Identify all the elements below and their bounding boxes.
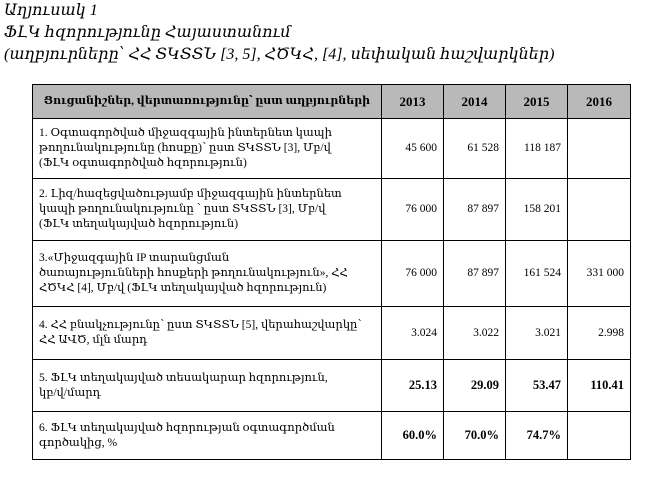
header-year-2015: 2015 — [506, 85, 568, 119]
row-label-line: 4. ՀՀ բնակչությունը՝ ըստ ՏԿՏՏՆ [5], վերահաշվարկը՝ — [39, 319, 362, 331]
cell-2016 — [568, 119, 631, 179]
table-caption — [4, 0, 656, 66]
row-label-line: (ՖԼԿ օգտագործված հզորություն) — [39, 157, 247, 169]
row-label-line: թողունակությունը (հոսքը)՝ ըստ ՏԿՏՏՆ [3], Մբ/վ — [39, 142, 331, 154]
row-label-line: 5. ՖԼԿ տեղակայված տեսակարար հզորություն, — [39, 371, 328, 384]
caption-line-2: ՖԼԿ հզորությունը Հայաստանում — [4, 24, 291, 41]
cell-2013: 25.13 — [382, 360, 444, 412]
cell-2013: 45 600 — [382, 119, 444, 179]
table-row — [33, 412, 631, 460]
row-label-line: (ՖԼԿ տեղակայված հզորություն) — [39, 218, 239, 230]
header-year-2014: 2014 — [444, 85, 506, 119]
row-label — [33, 241, 382, 307]
cell-2015: 53.47 — [506, 360, 568, 412]
row-label-line: ՀԾԿՀ [4], Մբ/վ (ՖԼԿ տեղակայված հզորություն) — [39, 282, 327, 294]
cell-2015: 118 187 — [506, 119, 568, 179]
cell-2016 — [568, 412, 631, 460]
row-label — [33, 179, 382, 241]
row-label-line: 3.«Միջազգային IP տարանցման — [39, 252, 230, 264]
header-year-2013: 2013 — [382, 85, 444, 119]
data-table — [32, 84, 631, 460]
table-header-row — [33, 85, 631, 119]
row-label-line: ՀՀ ԱՎԾ, մլն մարդ — [39, 334, 148, 346]
cell-2015: 3.021 — [506, 307, 568, 360]
row-label — [33, 360, 382, 412]
cell-2016: 331 000 — [568, 241, 631, 307]
cell-2014: 3.022 — [444, 307, 506, 360]
row-label — [33, 119, 382, 179]
row-label-line: 6. ՖԼԿ տեղակայված հզորության օգտագործման — [39, 421, 335, 434]
cell-2013: 60.0% — [382, 412, 444, 460]
table-row — [33, 241, 631, 307]
row-label-line: 1. Օգտագործված միջազգային ինտերնետ կապի — [39, 127, 332, 139]
cell-2015: 158 201 — [506, 179, 568, 241]
caption-line-3: (աղբյուրները՝ ՀՀ ՏԿՏՏՆ [3, 5], ՀԾԿՀ, [4], սեփական հաշվարկներ) — [4, 46, 555, 63]
cell-2013: 76 000 — [382, 241, 444, 307]
table-row — [33, 179, 631, 241]
table-row — [33, 360, 631, 412]
cell-2014: 70.0% — [444, 412, 506, 460]
row-label-line: կապի թողունակությունը ՝ ըստ ՏԿՏՏՆ [3], Մբ/վ — [39, 203, 326, 215]
table-row — [33, 307, 631, 360]
table-row — [33, 119, 631, 179]
cell-2014: 87 897 — [444, 179, 506, 241]
cell-2014: 61 528 — [444, 119, 506, 179]
caption-line-1: Աղյուսակ 1 — [4, 2, 98, 19]
row-label — [33, 307, 382, 360]
row-label — [33, 412, 382, 460]
row-label-line: կբ/վ/մարդ — [39, 386, 101, 399]
cell-2016 — [568, 179, 631, 241]
row-label-line: 2. Լիզ/հազեցվածությամբ միջազգային ինտերնետ — [39, 188, 342, 200]
cell-2014: 87 897 — [444, 241, 506, 307]
cell-2013: 76 000 — [382, 179, 444, 241]
header-year-2016: 2016 — [568, 85, 631, 119]
cell-2015: 161 524 — [506, 241, 568, 307]
cell-2016: 2.998 — [568, 307, 631, 360]
row-label-line: ծառայությունների հոսքերի թողունակություն», ՀՀ — [39, 267, 348, 279]
cell-2013: 3.024 — [382, 307, 444, 360]
cell-2014: 29.09 — [444, 360, 506, 412]
cell-2015: 74.7% — [506, 412, 568, 460]
row-label-line: գործակից, % — [39, 436, 118, 449]
cell-2016: 110.41 — [568, 360, 631, 412]
header-indicators: Ցուցանիշներ, վերտառությունը՝ ըստ աղբյուրների — [33, 85, 382, 119]
